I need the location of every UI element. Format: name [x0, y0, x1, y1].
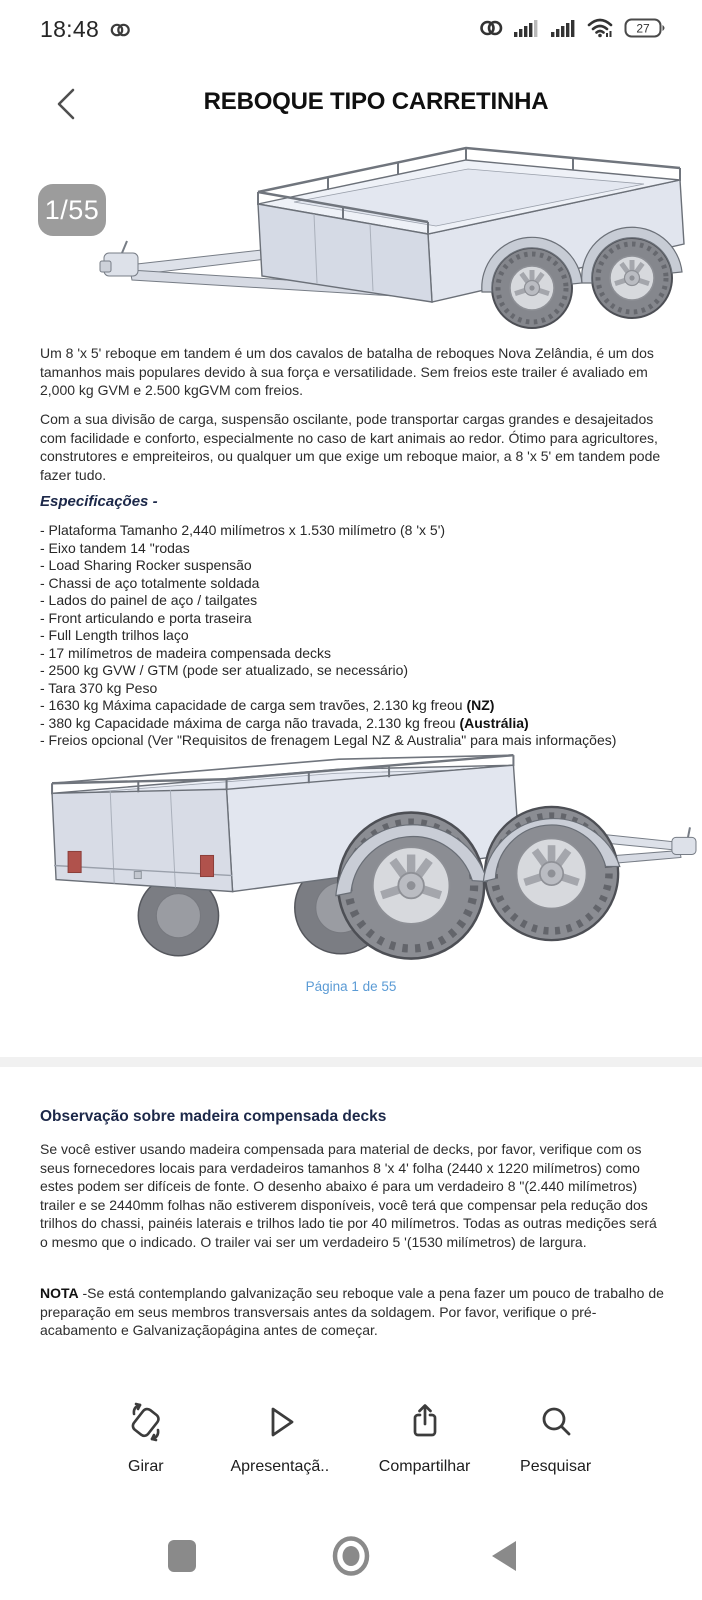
- status-left: [40, 16, 131, 43]
- trailer-rear-view-image: [38, 753, 700, 979]
- nota-label: NOTA: [40, 1285, 79, 1301]
- back-button[interactable]: [44, 84, 88, 128]
- spec-item: - Chassi de aço totalmente soldada: [40, 574, 260, 591]
- page-badge: 1/55: [38, 184, 106, 236]
- document-title: REBOQUE TIPO CARRETINHA: [203, 88, 549, 115]
- search-button[interactable]: [520, 1398, 591, 1476]
- spec-item: - 17 milímetros de madeira compensada decks: [40, 644, 332, 661]
- sync-icon: [478, 17, 504, 39]
- trailer-front-left-view-image: [96, 142, 700, 332]
- rotate-button[interactable]: [111, 1398, 181, 1476]
- note-paragraph: Se você estiver usando madeira compensada para material de decks, por favor, verifique com os seus fornecedores locais para verdadeiros tamanhos 8 'x 4' folha (2440 x 1220 milímetros) como estes podem ser difíceis de fonte. O desenho abaixo é para um verdadeiro 8 "(2.440 milímetros) trailer e se 2440mm folhas não estiverem disponíveis, você terá que compensar pela redução dos trilhos do chassi, painéis laterais e trilhos lado tie por 40 milímetros. Todas as outras medições será o mesmo que o indicado. O trailer vai ser um verdadeiro 5 '(1530 milímetros) de largura.: [40, 1141, 657, 1250]
- spec-item: - Front articulando e porta traseira: [40, 609, 252, 626]
- signal-sim2-icon: [550, 17, 578, 39]
- spec-item: - 380 kg Capacidade máxima de carga não travada, 2.130 kg freou (Austrália): [40, 714, 529, 731]
- sync-icon: [109, 20, 131, 40]
- play-icon: [256, 1398, 304, 1451]
- search-label: Pesquisar: [520, 1458, 592, 1475]
- share-icon: [401, 1398, 449, 1451]
- back-triangle-icon: [491, 1540, 517, 1577]
- app-header: [0, 70, 702, 140]
- wifi-icon: [587, 17, 615, 39]
- back-nav-button[interactable]: [482, 1536, 526, 1580]
- paragraph: Um 8 'x 5' reboque em tandem é um dos cavalos de batalha de reboques Nova Zelândia, é um dos tamanhos mais populares devido à sua força e versatilidade. Sem freios este trailer é avaliado em 2,000 kg GVM e 2.500 kgGVM com freios.: [40, 345, 654, 399]
- rotate-label: Girar: [128, 1458, 164, 1475]
- share-button[interactable]: [379, 1398, 471, 1476]
- presentation-label: Apresentaçã..: [230, 1458, 330, 1475]
- note-heading: Observação sobre madeira compensada decks: [40, 1108, 387, 1125]
- spec-item: - Eixo tandem 14 "rodas: [40, 539, 190, 556]
- presentation-button[interactable]: [230, 1398, 329, 1476]
- specs-heading: Especificações -: [40, 493, 158, 510]
- spec-item: - Freios opcional (Ver "Requisitos de frenagem Legal NZ & Australia" para mais informações): [40, 732, 617, 748]
- specs-list: [40, 522, 680, 750]
- battery-icon: [624, 16, 668, 40]
- page-caption: Página 1 de 55: [305, 979, 397, 994]
- pdf-toolbar: [86, 1398, 616, 1488]
- clock: 18:48: [40, 16, 100, 42]
- recents-icon: [167, 1539, 197, 1578]
- status-bar: [0, 0, 702, 60]
- nota-text: -Se está contemplando galvanização seu reboque vale a pena fazer um pouco de trabalho de preparação em seus membros transversais antes da soldagem. Por favor, verifique o pré-acabamento e Galvanizaçãopágina antes de começar.: [40, 1285, 664, 1339]
- home-button[interactable]: [329, 1536, 373, 1580]
- status-right: [478, 16, 668, 40]
- spec-item: - Tara 370 kg Peso: [40, 679, 158, 696]
- share-label: Compartilhar: [378, 1458, 471, 1475]
- spec-item: - Lados do painel de aço / tailgates: [40, 592, 258, 608]
- page-divider: [0, 1057, 702, 1067]
- home-icon: [331, 1535, 371, 1582]
- nota-paragraph: [40, 1284, 668, 1340]
- spec-item: - Plataforma Tamanho 2,440 milímetros x 1.530 milímetro (8 'x 5'): [40, 522, 446, 538]
- spec-item: - Full Length trilhos laço: [40, 627, 189, 643]
- spec-item: - Load Sharing Rocker suspensão: [40, 557, 252, 573]
- paragraph: Com a sua divisão de carga, suspensão oscilante, pode transportar cargas grandes e desajeitados com facilidade e conforto, especialmente no caso de kart animais ao redor. Ótimo para agricultores, construtores e empreiteiros, ou qualquer um que exige um reboque maior, a 8 'x 5' em tandem pode fazer tudo.: [40, 411, 661, 483]
- battery-percent-text: 27: [636, 21, 650, 36]
- signal-sim1-icon: [513, 17, 541, 39]
- rotate-icon: [122, 1398, 170, 1451]
- spec-item: - 2500 kg GVW / GTM (pode ser atualizado, se necessário): [40, 662, 409, 678]
- recents-button[interactable]: [160, 1536, 204, 1580]
- back-chevron-icon: [53, 86, 79, 127]
- spec-item: - 1630 kg Máxima capacidade de carga sem travões, 2.130 kg freou (NZ): [40, 697, 495, 713]
- android-navbar: [0, 1512, 702, 1600]
- search-icon: [532, 1398, 580, 1451]
